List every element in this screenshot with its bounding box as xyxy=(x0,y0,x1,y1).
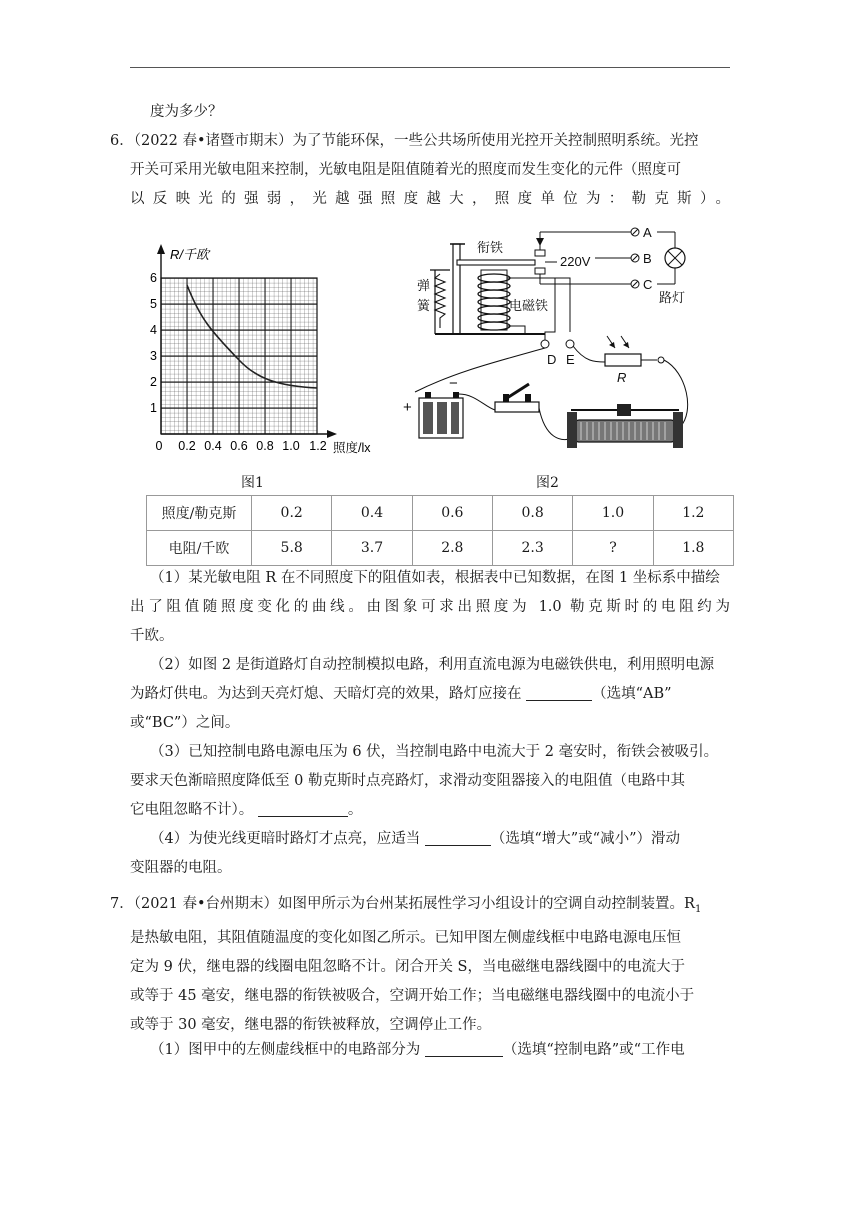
header-rule xyxy=(130,67,730,68)
q6-sub1-line-3: 千欧。 xyxy=(130,628,174,644)
battery-plus: + xyxy=(403,399,412,416)
x-axis-label: 照度/lx xyxy=(333,441,371,455)
table-cell: 5.8 xyxy=(252,531,332,566)
photoresistor-symbol xyxy=(605,354,641,366)
y-tick: 4 xyxy=(150,323,157,337)
q5-tail xyxy=(130,98,730,127)
table-cell: 0.6 xyxy=(412,496,492,531)
battery-symbol xyxy=(419,392,463,438)
q6-number: 6． xyxy=(110,133,134,149)
rheostat-symbol xyxy=(567,404,683,448)
y-tick: 1 xyxy=(150,401,157,415)
q7-stem xyxy=(110,890,730,1040)
terminal-B: B xyxy=(643,251,652,266)
q7-sub1 xyxy=(130,1036,730,1065)
q7-stem-line-5: 或等于 30 毫安，继电器的衔铁被释放，空调停止工作。 xyxy=(130,1016,492,1033)
table-cell: 1.2 xyxy=(653,496,733,531)
q6-sub1-line-2: 出了阻值随照度变化的曲线。由图象可求出照度为 1.0 勒克斯时的电阻约为 xyxy=(130,599,730,615)
table-row-header: 照度/勒克斯 xyxy=(147,496,252,531)
q6-stem-line-3: 以反映光的强弱，光越强照度越大，照度单位为：勒克斯）。 xyxy=(130,191,730,207)
figure-1-caption: 图1 xyxy=(241,475,264,491)
x-tick-labels xyxy=(156,439,327,453)
x-tick: 1.2 xyxy=(309,439,327,453)
spring-label-1: 弹 xyxy=(417,278,431,293)
q7-stem-line-1: 7．（2021 春•台州期末）如图甲所示为台州某拓展性学习小组设计的空调自动控制装置。$R_1$ xyxy=(110,896,702,915)
q6-sub2-line-2: 为路灯供电。为达到天亮灯熄、天暗灯亮的效果，路灯应接在 （选填“AB” xyxy=(130,686,672,702)
armature-label: 衔铁 xyxy=(477,240,504,255)
q7-stem-line-3: 定为 9 伏，继电器的线圈电阻忽略不计。闭合开关 S，当电磁继电器线圈中的电流大于 xyxy=(130,958,685,975)
q6-stem xyxy=(110,127,730,214)
terminal-E: E xyxy=(566,352,575,367)
terminal-D: D xyxy=(547,352,557,367)
spring-label-2: 簧 xyxy=(417,298,431,313)
q6-sub3-line-3: 它电阻忽略不计）。 。 xyxy=(130,802,363,818)
terminal-C: C xyxy=(643,277,653,292)
figure-1-graph xyxy=(140,240,390,462)
y-tick: 6 xyxy=(150,271,157,285)
q6-sub3-line-1: （3）已知控制电路电源电压为 6 伏，当控制电路中电流大于 2 毫安时，衔铁会被吸引。 xyxy=(150,744,719,760)
y-tick: 5 xyxy=(150,297,157,311)
table-cell: 2.3 xyxy=(492,531,572,566)
x-tick: 0.8 xyxy=(256,439,274,453)
x-tick: 0.2 xyxy=(178,439,196,453)
q7-sub1-line-1: （1）图甲中的左侧虚线框中的电路部分为 （选填“控制电路”或“工作电 xyxy=(150,1042,685,1058)
table-cell: 2.8 xyxy=(412,531,492,566)
answer-blank-q7-1[interactable] xyxy=(425,1040,503,1057)
table-cell: 0.2 xyxy=(252,496,332,531)
q6-sub3-line-2: 要求天色渐暗照度降低至 0 勒克斯时点亮路灯，求滑动变阻器接入的电阻值（电路中其 xyxy=(130,773,685,789)
answer-blank-q6-3[interactable] xyxy=(258,800,348,817)
table-row-header: 电阻/千欧 xyxy=(147,531,252,566)
answer-blank-q6-4[interactable] xyxy=(425,829,491,846)
q6-sub2-line-3: 或“BC”）之间。 xyxy=(130,715,240,731)
x-tick: 1.0 xyxy=(282,439,300,453)
q6-stem-line-1: 6．（2022 春•诸暨市期末）为了节能环保，一些公共场所使用光控开关控制照明系统。光控 xyxy=(110,133,699,149)
q6-sub1-line-1: （1）某光敏电阻 R 在不同照度下的阻值如表，根据表中已知数据，在图 1 坐标系中描绘 xyxy=(150,570,720,586)
table-cell: 0.8 xyxy=(492,496,572,531)
x-tick: 0 xyxy=(155,439,163,453)
table-cell: 1.8 xyxy=(653,531,733,566)
q6-subquestions xyxy=(130,564,730,883)
answer-blank-q6-2[interactable] xyxy=(526,684,592,701)
q6-sub2-line-1: （2）如图 2 是街道路灯自动控制模拟电路，利用直流电源为电磁铁供电，利用照明电源 xyxy=(150,657,715,673)
q6-stem-line-2: 开关可采用光敏电阻来控制，光敏电阻是阻值随着光的照度而发生变化的元件（照度可 xyxy=(130,162,681,178)
q6-sub4-line-1: （4）为使光线更暗时路灯才点亮，应适当 （选填“增大”或“减小”）滑动 xyxy=(150,831,680,847)
y-tick: 2 xyxy=(150,375,157,389)
voltage-label: 220V xyxy=(560,254,591,269)
illuminance-resistance-table xyxy=(146,495,734,566)
table-row xyxy=(147,531,734,566)
table-cell: 3.7 xyxy=(332,531,412,566)
y-tick-labels xyxy=(150,271,157,415)
terminal-A: A xyxy=(643,225,652,240)
figure-2-caption: 图2 xyxy=(536,475,559,491)
figure-2-circuit xyxy=(395,222,715,462)
q5-tail-text: 度为多少？ xyxy=(150,104,223,120)
table-cell: 1.0 xyxy=(573,496,653,531)
q7-stem-line-2: 是热敏电阻，其阻值随温度的变化如图乙所示。已知甲图左侧虚线框中电路电源电压恒 xyxy=(130,929,681,946)
table-row xyxy=(147,496,734,531)
x-tick: 0.6 xyxy=(230,439,248,453)
x-tick: 0.4 xyxy=(204,439,222,453)
table-cell: ? xyxy=(573,531,653,566)
table-cell: 0.4 xyxy=(332,496,412,531)
knife-switch-symbol xyxy=(495,384,539,412)
lamp-label: 路灯 xyxy=(659,290,686,305)
q6-sub4-line-2: 变阻器的电阻。 xyxy=(130,860,232,876)
electromagnet-label: 电磁铁 xyxy=(509,298,549,313)
q7-stem-line-4: 或等于 45 毫安，继电器的衔铁被吸合，空调开始工作；当电磁继电器线圈中的电流小于 xyxy=(130,987,695,1004)
spring-coil xyxy=(435,274,445,328)
y-tick: 3 xyxy=(150,349,157,363)
q7-number: 7． xyxy=(110,896,134,912)
battery-minus: − xyxy=(449,375,458,392)
resistor-R-label: R xyxy=(617,370,627,385)
y-axis-label: R/千欧 xyxy=(170,247,210,262)
